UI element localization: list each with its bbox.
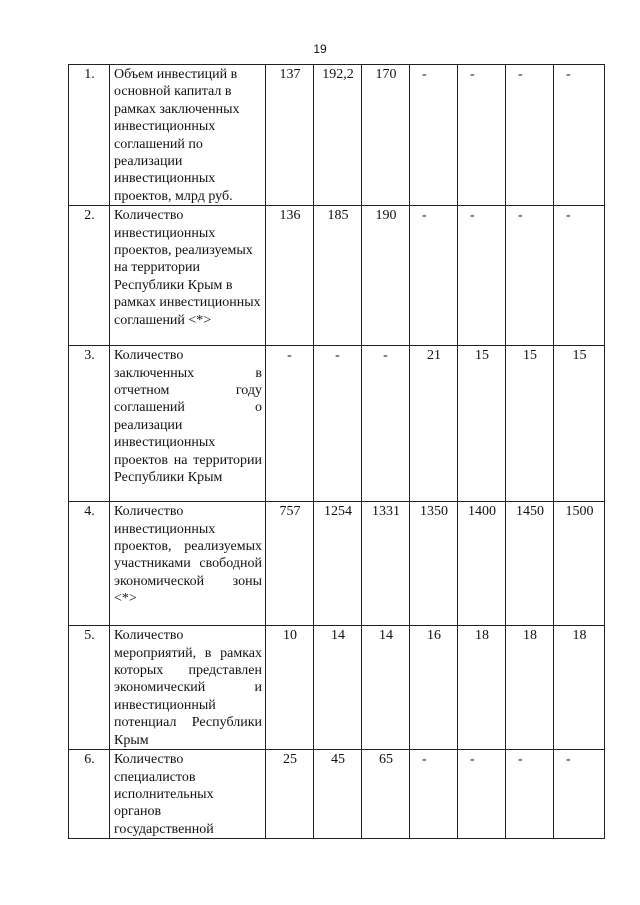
- indicator-description-cell: Количество инвестиционных проектов, реализуемых участниками свободной экономической зоны <*>: [110, 502, 266, 626]
- value-cell: 65: [362, 750, 410, 839]
- value-cell: 16: [410, 626, 458, 750]
- value-cell: 190: [362, 206, 410, 346]
- value-cell: 14: [314, 626, 362, 750]
- value-cell: 18: [506, 626, 554, 750]
- row-number-cell: 5.: [69, 626, 110, 750]
- indicator-description-cell: Количество мероприятий, в рамках которых представлен экономический и инвестиционный потенциал Республики Крым: [110, 626, 266, 750]
- value-cell: 18: [554, 626, 605, 750]
- value-cell: -: [362, 346, 410, 502]
- value-cell: 15: [554, 346, 605, 502]
- value-cell: -: [266, 346, 314, 502]
- value-cell: -: [506, 206, 554, 346]
- table-row: [69, 346, 605, 502]
- table-row: [69, 502, 605, 626]
- value-cell: 137: [266, 65, 314, 206]
- value-cell: -: [506, 65, 554, 206]
- table-row: [69, 65, 605, 206]
- indicator-description-cell: Объем инвестиций в основной капитал в рамках заключенных инвестиционных соглашений по реализации инвестиционных проектов, млрд руб.: [110, 65, 266, 206]
- value-cell: 18: [458, 626, 506, 750]
- value-cell: 1350: [410, 502, 458, 626]
- value-cell: -: [410, 750, 458, 839]
- row-number-cell: 3.: [69, 346, 110, 502]
- value-cell: -: [506, 750, 554, 839]
- value-cell: 136: [266, 206, 314, 346]
- indicators-table: [68, 64, 605, 839]
- indicator-description-cell: Количество заключенных в отчетном году соглашений о реализации инвестиционных проектов на территории Республики Крым: [110, 346, 266, 502]
- indicator-description-cell: Количество специалистов исполнительных органов государственной: [110, 750, 266, 839]
- value-cell: 21: [410, 346, 458, 502]
- row-number-cell: 6.: [69, 750, 110, 839]
- value-cell: 170: [362, 65, 410, 206]
- value-cell: 45: [314, 750, 362, 839]
- value-cell: 1500: [554, 502, 605, 626]
- value-cell: -: [458, 750, 506, 839]
- row-number-cell: 1.: [69, 65, 110, 206]
- page-number: 19: [313, 42, 327, 56]
- value-cell: 14: [362, 626, 410, 750]
- value-cell: 185: [314, 206, 362, 346]
- value-cell: -: [410, 206, 458, 346]
- value-cell: -: [458, 65, 506, 206]
- value-cell: -: [410, 65, 458, 206]
- table-row: [69, 626, 605, 750]
- value-cell: 15: [506, 346, 554, 502]
- value-cell: 1450: [506, 502, 554, 626]
- value-cell: 25: [266, 750, 314, 839]
- value-cell: -: [554, 65, 605, 206]
- value-cell: 1331: [362, 502, 410, 626]
- row-number-cell: 4.: [69, 502, 110, 626]
- indicator-description-cell: Количество инвестиционных проектов, реализуемых на территории Республики Крым в рамках инвестиционных соглашений <*>: [110, 206, 266, 346]
- value-cell: -: [458, 206, 506, 346]
- value-cell: -: [314, 346, 362, 502]
- value-cell: 192,2: [314, 65, 362, 206]
- table-row: [69, 750, 605, 839]
- value-cell: 1400: [458, 502, 506, 626]
- value-cell: -: [554, 750, 605, 839]
- indicators-table-body: [69, 65, 605, 839]
- value-cell: -: [554, 206, 605, 346]
- value-cell: 15: [458, 346, 506, 502]
- table-row: [69, 206, 605, 346]
- row-number-cell: 2.: [69, 206, 110, 346]
- value-cell: 1254: [314, 502, 362, 626]
- value-cell: 757: [266, 502, 314, 626]
- value-cell: 10: [266, 626, 314, 750]
